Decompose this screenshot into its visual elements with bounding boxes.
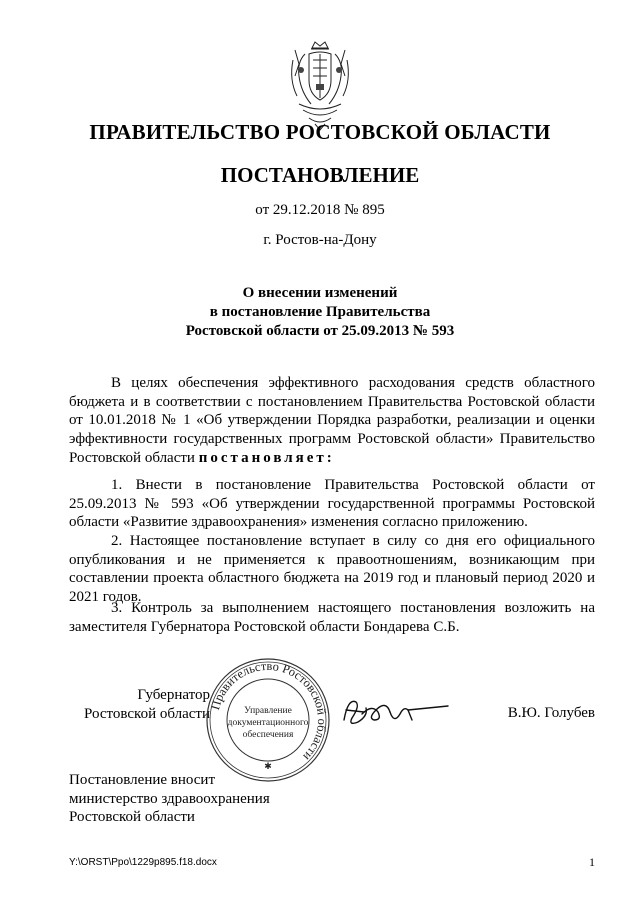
submitted-by-line: министерство здравоохранения	[69, 790, 270, 807]
subject-line: Ростовской области от 25.09.2013 № 593	[185, 323, 455, 339]
document-date-number: от 29.12.2018 № 895	[255, 202, 385, 218]
handwritten-signature	[338, 690, 453, 735]
document-type: ПОСТАНОВЛЕНИЕ	[220, 163, 420, 187]
subject-line: в постановление Правительства	[209, 304, 431, 320]
decree-word: постановляет:	[198, 449, 335, 466]
preamble-text: В целях обеспечения эффективного расходования средств областного бюджета и в соответствии с постановлением Правительства Ростовской области от 10.01.2018 № 1 «Об утверждении Порядка разработки, реализации и оценки эффективности государственных программ Ростовской области» Правительство Ростовской области	[69, 375, 595, 466]
stamp-center-line: обеспечения	[242, 730, 294, 740]
government-title: ПРАВИТЕЛЬСТВО РОСТОВСКОЙ ОБЛАСТИ	[89, 120, 551, 144]
page-number: 1	[589, 855, 595, 869]
decree-item-1: 1. Внести в постановление Правительства Ростовской области от 25.09.2013 № 593 «Об утверждении государственной программы Ростовской области «Развитие здравоохранения» изменения согласно приложению.	[69, 477, 595, 531]
decree-item-2: 2. Настоящее постановление вступает в силу со дня его официального опубликования и не применяется к правоотношениям, возникающим при составлении проекта областного бюджета на 2019 год и плановый период 2020 и 2021 годов.	[69, 533, 595, 606]
signer-role-line: Губернатор	[137, 687, 210, 703]
signer-role-line: Ростовской области	[84, 705, 210, 722]
document-subject	[0, 284, 640, 341]
official-stamp	[205, 657, 331, 783]
submitted-by-line: Ростовской области	[69, 809, 195, 825]
signer-name: В.Ю. Голубев	[507, 705, 595, 721]
submitted-by	[69, 771, 369, 827]
footer-file-path: Y:\ORST\Ppo\1229p895.f18.docx	[69, 857, 217, 868]
stamp-center-line: документационного	[227, 718, 309, 728]
stamp-center-line: Управление	[244, 706, 292, 716]
preamble-paragraph	[69, 374, 595, 468]
coat-of-arms-icon	[285, 40, 355, 132]
stamp-star-icon: ✱	[264, 761, 272, 771]
submitted-by-line: Постановление вносит	[69, 772, 216, 788]
decree-item-3: 3. Контроль за выполнением настоящего постановления возложить на заместителя Губернатора Ростовской области Бондарева С.Б.	[69, 600, 595, 635]
stamp-ring-text: Правительство Ростовской области	[208, 658, 330, 764]
subject-line: О внесении изменений	[242, 285, 398, 301]
document-city: г. Ростов-на-Дону	[263, 232, 377, 248]
signer-role	[70, 686, 210, 723]
